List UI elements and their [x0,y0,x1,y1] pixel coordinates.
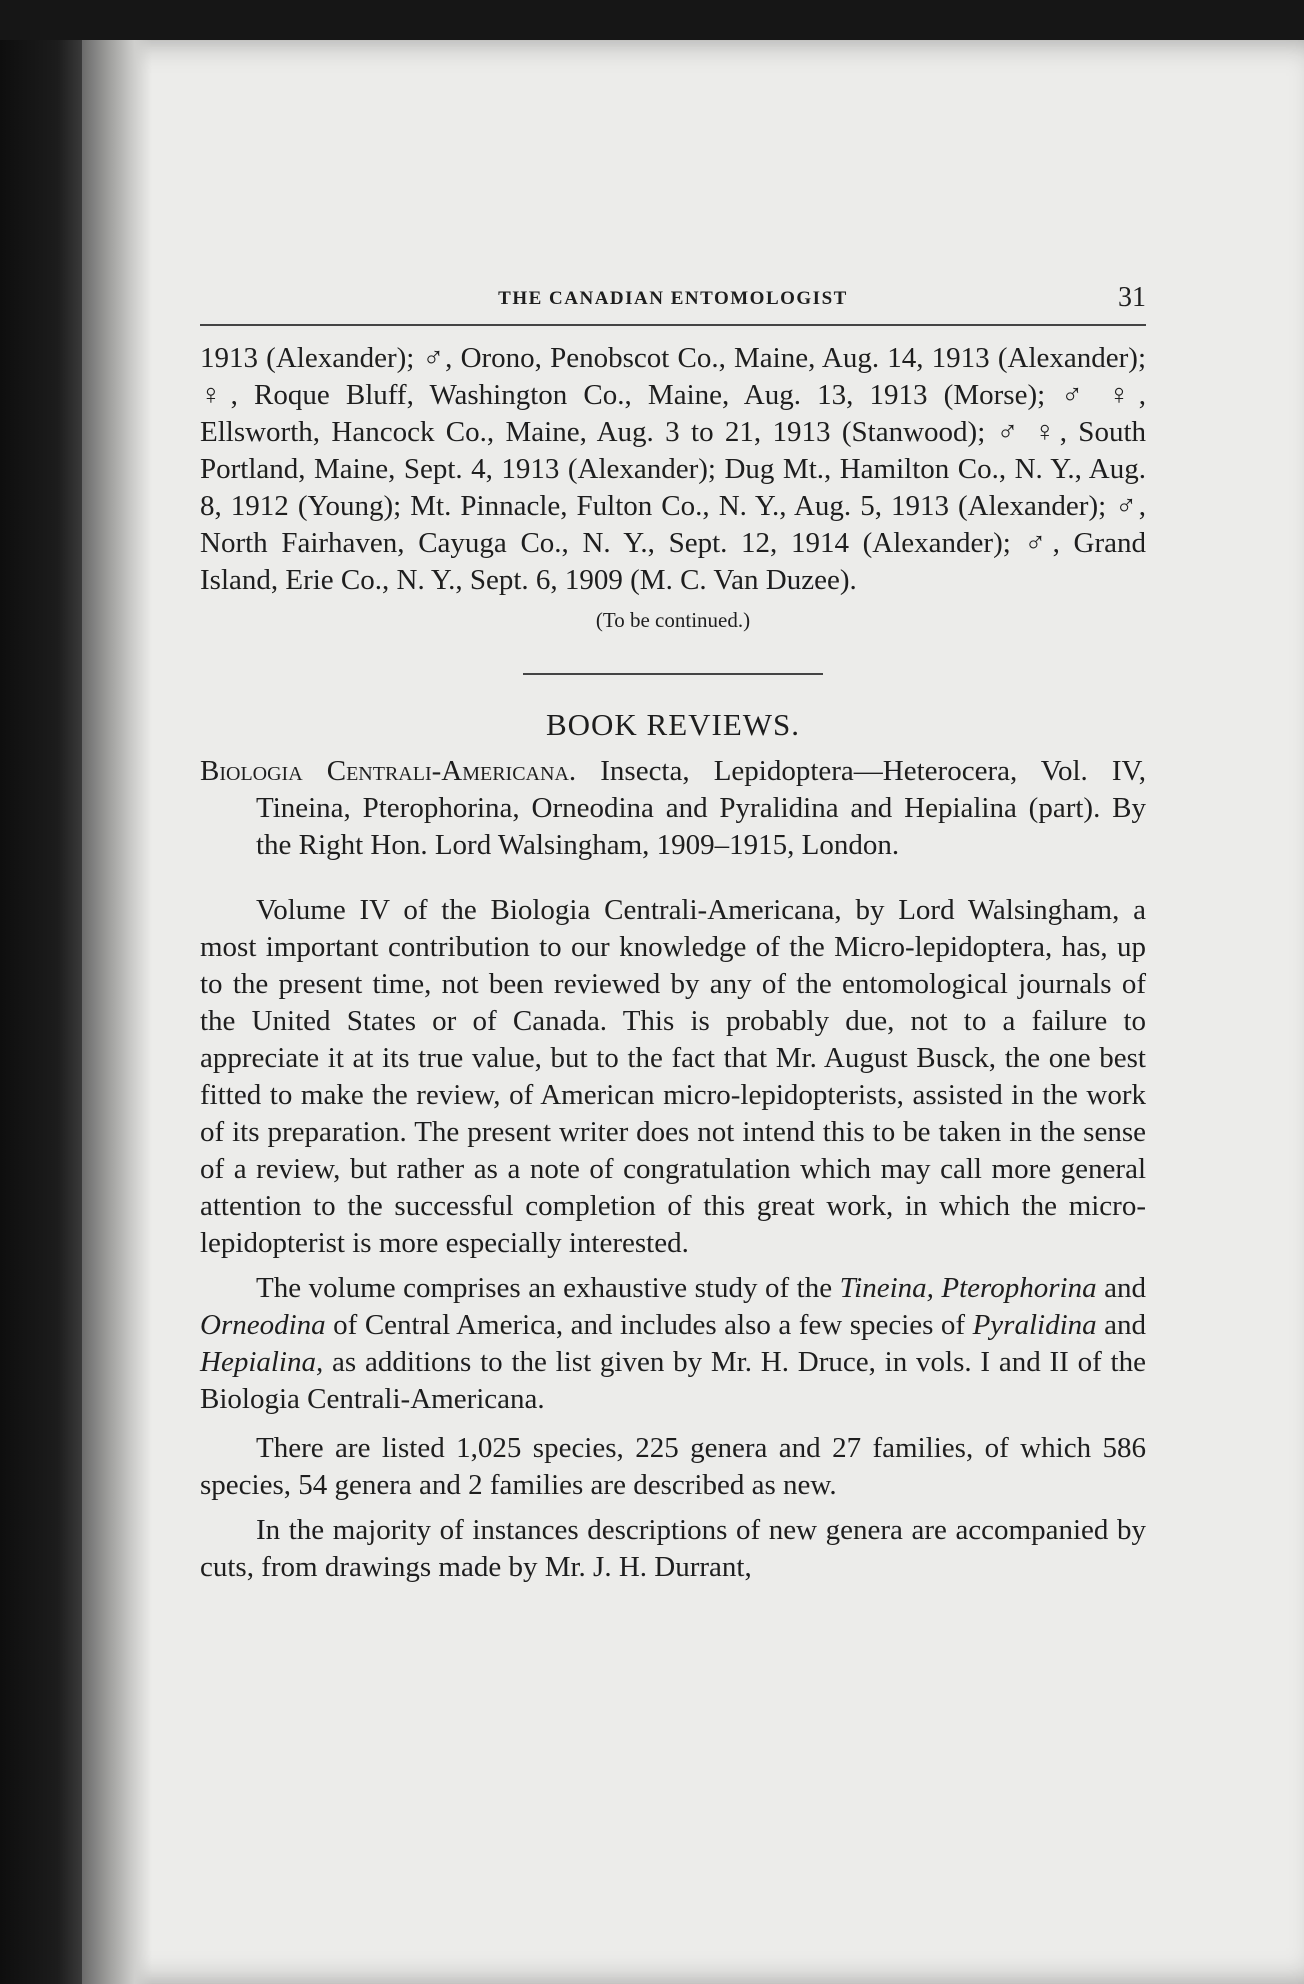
section-heading: BOOK REVIEWS. [545,707,801,742]
paragraph-text: of Central America, and includes also a few species of [325,1309,973,1341]
paragraph-text: and [1096,1272,1146,1304]
review-paragraph-2 [200,1270,1146,1418]
taxon-name: Pyralidina [972,1309,1097,1341]
review-paragraph-3: There are listed 1,025 species, 225 genera and 27 families, of which 586 species, 54 genera and 2 families are described as new. [200,1432,1146,1501]
paragraph-text: as additions to the list given by Mr. H. Druce, in vols. I and II of the Biologia Centrali-Americana. [200,1346,1146,1415]
taxon-name: Orneodina [200,1309,326,1341]
continued-paragraph: 1913 (Alexander); ♂, Orono, Penobscot Co., Maine, Aug. 14, 1913 (Alexander); ♀, Roque Bluff, Washington Co., Maine, Aug. 13, 1913 (Morse); ♂ ♀, Ellsworth, Hancock Co., Maine, Aug. 3 to 21, 1913 (Stanwood); ♂ ♀, South Portland, Maine, Sept. 4, 1913 (Alexander); Dug Mt., Hamilton Co., N. Y., Aug. 8, 1912 (Young); Mt. Pinnacle, Fulton Co., N. Y., Aug. 5, 1913 (Alexander); ♂, North Fairhaven, Cayuga Co., N. Y., Sept. 12, 1914 (Alexander); ♂, Grand Island, Erie Co., N. Y., Sept. 6, 1909 (M. C. Van Duzee). [200,342,1146,596]
page-number: 31 [1118,282,1146,313]
review-paragraph-1: Volume IV of the Biologia Centrali-Americana, by Lord Walsingham, a most important contribution to our knowledge of the Micro-lepidoptera, has, up to the present time, not been reviewed by any of the entomological journals of the United States or of Canada. This is probably due, not to a failure to appreciate it at its true value, but to the fact that Mr. August Busck, the one best fitted to make the review, of American micro-lepidopterists, assisted in the work of its preparation. The present writer does not intend this to be taken in the sense of a review, but rather as a note of congratulation which may call more general attention to the successful completion of this great work, in which the micro-lepidopterist is more especially interested. [200,894,1146,1259]
paragraph-text: and [1096,1309,1147,1341]
running-head [200,284,1146,326]
paragraph-text: The volume comprises an exhaustive study of the [256,1272,840,1304]
citation-title: Biologia Centrali-Americana. [200,755,577,787]
section-divider [523,673,823,675]
taxon-name: Hepialina, [200,1346,324,1378]
book-citation [200,753,1146,864]
to-be-continued-note: (To be continued.) [595,608,751,632]
taxon-name: Tineina, Pterophorina [839,1272,1097,1304]
citation-details: Insecta, Lepidoptera—Heterocera, Vol. IV, Tineina, Pterophorina, Orneodina and Pyralidina and Hepialina (part). By the Right Hon. Lord Walsingham, 1909–1915, London. [256,755,1146,861]
review-paragraph-4: In the majority of instances descriptions of new genera are accompanied by cuts, from drawings made by Mr. J. H. Durrant, [200,1514,1146,1583]
scan-binding-shadow [0,40,82,1984]
page-content [200,284,1146,1594]
running-title: THE CANADIAN ENTOMOLOGIST [498,288,848,309]
